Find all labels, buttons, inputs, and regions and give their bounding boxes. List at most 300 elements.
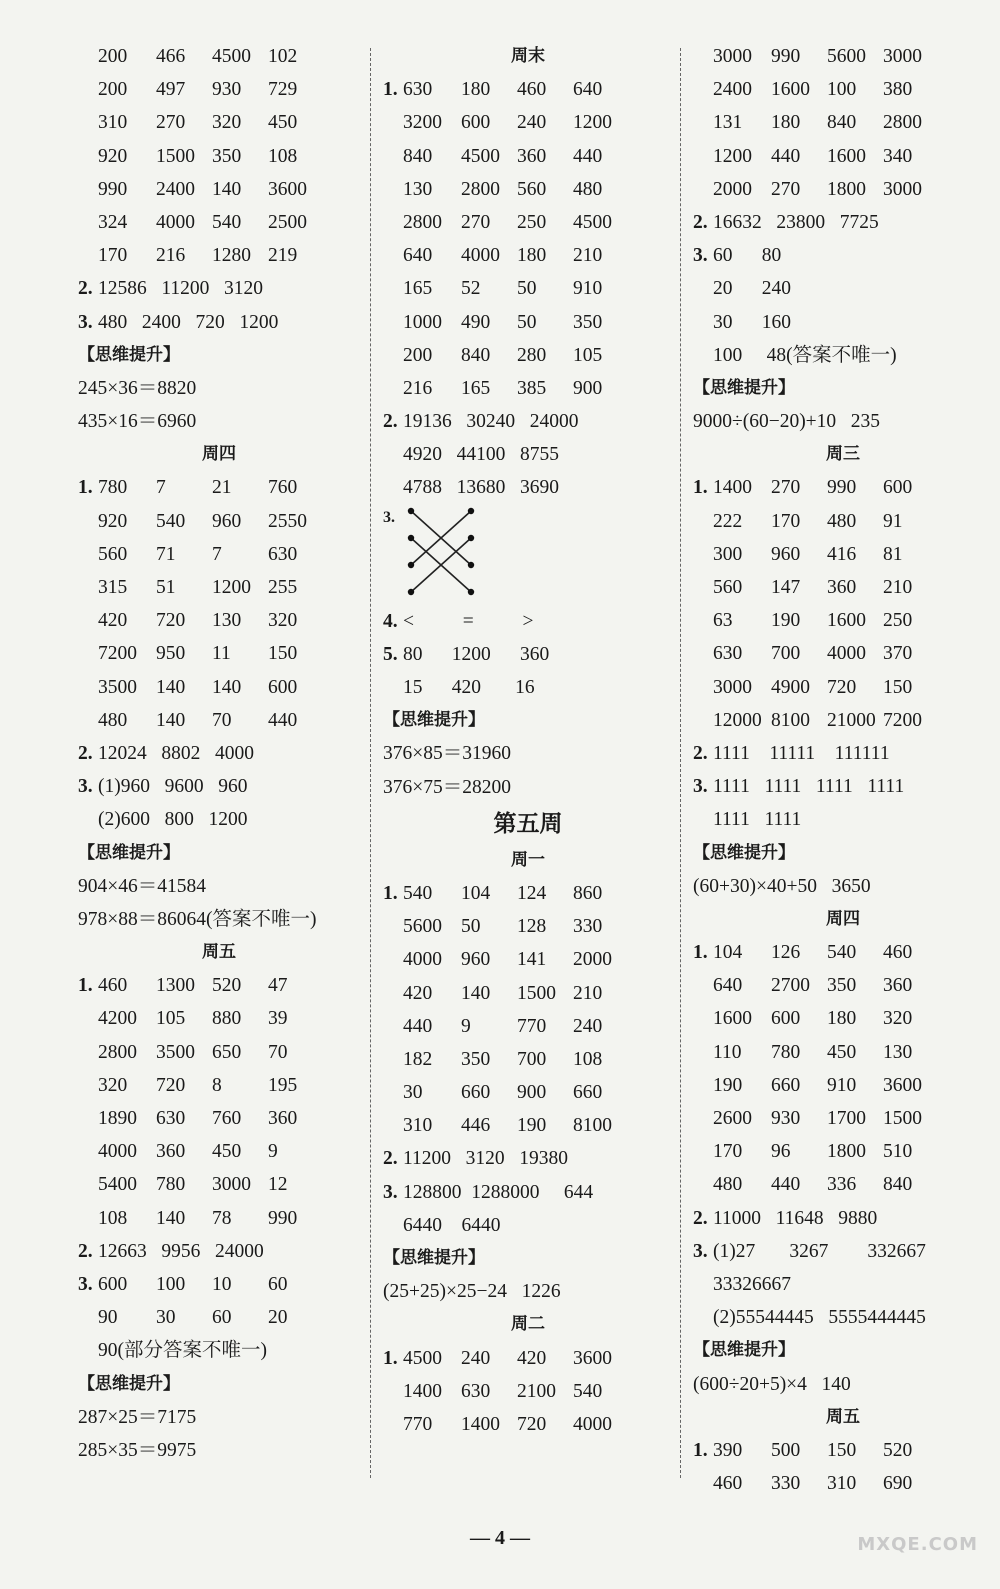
answer-cell: 150	[827, 1439, 857, 1461]
answer-cell: 330	[573, 916, 603, 938]
answer-line	[383, 605, 673, 638]
answer-cell: 480	[573, 178, 603, 200]
equation-text: 376×85＝31960	[383, 743, 511, 765]
answer-cell: 460	[98, 975, 128, 997]
answer-cell: 1800	[827, 178, 866, 200]
answer-cell: 920	[98, 510, 128, 532]
answer-cell: 780	[156, 1174, 186, 1196]
answer-row	[78, 73, 360, 106]
answer-cell: 350	[212, 145, 242, 167]
answer-row	[78, 1301, 360, 1334]
answer-line	[693, 737, 993, 770]
answer-row	[693, 571, 993, 604]
answer-cell: 900	[517, 1082, 547, 1104]
answer-cell: 360	[517, 145, 547, 167]
answer-cell: 81	[883, 543, 903, 565]
matching-lines-figure	[405, 505, 485, 601]
answer-cell: 21	[212, 477, 232, 499]
answer-row	[693, 106, 993, 139]
answer-row	[78, 1268, 360, 1301]
answer-cell: 270	[156, 112, 186, 134]
answer-row	[383, 1408, 673, 1441]
answer-text: 19136 30240 24000	[403, 411, 579, 433]
answer-cell: 140	[212, 178, 242, 200]
answer-row	[383, 977, 673, 1010]
answer-cell: 1800	[827, 1141, 866, 1163]
answer-row	[693, 73, 993, 106]
answer-cell: 2800	[98, 1041, 137, 1063]
question-number: 3.	[78, 776, 93, 798]
answer-line	[78, 1235, 360, 1268]
answer-cell: 12	[268, 1174, 288, 1196]
question-number: 1.	[78, 975, 93, 997]
equation-line	[383, 737, 673, 770]
answer-cell: 180	[771, 112, 801, 134]
answer-column-left	[78, 40, 360, 1467]
answer-row	[78, 538, 360, 571]
answer-row	[693, 1434, 993, 1467]
answer-line	[78, 272, 360, 305]
answer-line	[693, 272, 993, 305]
answer-row	[78, 571, 360, 604]
answer-cell: 131	[713, 112, 743, 134]
matching-dot	[468, 507, 474, 513]
answer-cell: 2800	[461, 178, 500, 200]
answer-row	[78, 969, 360, 1002]
answer-cell: 1200	[573, 112, 612, 134]
answer-cell: 210	[573, 982, 603, 1004]
answer-text: 33326667	[713, 1273, 791, 1295]
answer-cell: 497	[156, 79, 186, 101]
answer-cell: 30	[156, 1307, 176, 1329]
answer-row	[383, 73, 673, 106]
answer-cell: 460	[883, 942, 913, 964]
answer-cell: 250	[517, 211, 547, 233]
answer-row	[383, 239, 673, 272]
answer-row	[693, 538, 993, 571]
answer-row	[383, 1043, 673, 1076]
answer-cell: 990	[827, 477, 857, 499]
answer-cell: 10	[212, 1273, 232, 1295]
answer-cell: 7	[156, 477, 166, 499]
answer-cell: 700	[517, 1048, 547, 1070]
answer-cell: 8100	[573, 1115, 612, 1137]
day-heading: 周三	[826, 444, 860, 465]
answer-cell: 130	[403, 178, 433, 200]
answer-cell: 450	[212, 1141, 242, 1163]
matching-dot	[408, 588, 414, 594]
answer-row	[383, 877, 673, 910]
answer-cell: 165	[461, 377, 491, 399]
answer-cell: 200	[98, 46, 128, 67]
answer-cell: 3600	[883, 1074, 922, 1096]
answer-line	[383, 1176, 673, 1209]
answer-row	[693, 1168, 993, 1201]
answer-cell: 840	[403, 145, 433, 167]
week-title: 第五周	[493, 810, 563, 837]
answer-cell: 195	[268, 1074, 298, 1096]
answer-cell: 180	[517, 245, 547, 267]
equation-line	[78, 405, 360, 438]
answer-row	[383, 1375, 673, 1408]
answer-cell: 210	[883, 577, 913, 598]
answer-cell: 180	[461, 79, 491, 101]
answer-row	[693, 1069, 993, 1102]
answer-cell: 350	[461, 1048, 491, 1070]
answer-cell: 700	[771, 643, 801, 665]
answer-text: 15 420 16	[403, 677, 535, 698]
answer-text: 4788 13680 3690	[403, 477, 559, 499]
matching-dot	[408, 534, 414, 540]
equation-line	[78, 1434, 360, 1467]
answer-line	[383, 671, 673, 704]
answer-cell: 21000	[827, 709, 876, 731]
answer-cell: 4200	[98, 1008, 137, 1030]
answer-cell: 385	[517, 377, 547, 399]
answer-cell: 450	[268, 112, 298, 134]
answer-cell: 5600	[403, 916, 442, 938]
answer-cell: 3600	[268, 178, 307, 200]
question-number: 4.	[383, 610, 398, 632]
answer-text: (2)600 800 1200	[98, 809, 248, 831]
answer-cell: 100	[156, 1273, 186, 1295]
answer-cell: 600	[461, 112, 491, 134]
answer-cell: 78	[212, 1207, 232, 1229]
answer-cell: 2000	[713, 178, 752, 200]
answer-row	[78, 1036, 360, 1069]
answer-line	[78, 770, 360, 803]
answer-cell: 760	[268, 477, 298, 499]
answer-cell: 300	[713, 543, 743, 565]
answer-cell: 47	[268, 975, 288, 997]
answer-cell: 3500	[98, 676, 137, 698]
answer-cell: 640	[403, 245, 433, 267]
equation-text: 376×75＝28200	[383, 776, 511, 798]
answer-cell: 630	[403, 79, 433, 101]
answer-cell: 5400	[98, 1174, 137, 1196]
page-number: — 4 —	[470, 1527, 530, 1549]
thinking-boost-label: 【思维提升】	[693, 1340, 795, 1361]
answer-cell: 140	[156, 676, 186, 698]
equation-line	[78, 372, 360, 405]
answer-text: 12024 8802 4000	[98, 742, 254, 764]
answer-cell: 3000	[713, 676, 752, 698]
matching-diagram	[383, 505, 673, 605]
answer-cell: 510	[883, 1141, 913, 1163]
answer-cell: 3000	[212, 1174, 251, 1196]
answer-cell: 480	[98, 709, 128, 731]
thinking-boost-label: 【思维提升】	[693, 842, 795, 863]
question-number: 2.	[78, 278, 93, 300]
question-number: 1.	[693, 477, 708, 499]
answer-row	[693, 1036, 993, 1069]
answer-cell: 3200	[403, 112, 442, 134]
answer-cell: 2000	[573, 949, 612, 971]
answer-cell: 190	[771, 610, 801, 632]
answer-cell: 216	[403, 377, 433, 399]
answer-row	[383, 372, 673, 405]
answer-cell: 320	[212, 112, 242, 134]
answer-cell: 4000	[156, 211, 195, 233]
answer-text: 4920 44100 8755	[403, 444, 559, 466]
answer-cell: 540	[156, 510, 186, 532]
answer-cell: 1500	[883, 1108, 922, 1129]
answer-cell: 90	[98, 1307, 118, 1329]
answer-cell: 600	[268, 676, 298, 698]
answer-text: 1111 1111 1111 1111	[713, 776, 905, 798]
answer-cell: 460	[517, 79, 547, 101]
answer-cell: 52	[461, 278, 481, 300]
answer-cell: 1500	[517, 982, 556, 1004]
answer-cell: 520	[883, 1439, 913, 1461]
answer-cell: 640	[573, 79, 603, 101]
answer-line	[693, 206, 993, 239]
equation-line	[78, 870, 360, 903]
equation-text: 978×88＝86064(答案不唯一)	[78, 908, 317, 930]
answer-text: 30 160	[713, 311, 791, 333]
question-number: 1.	[78, 477, 93, 499]
equation-text: (60+30)×40+50 3650	[693, 875, 871, 897]
answer-cell: 440	[403, 1015, 433, 1037]
answer-cell: 4500	[212, 46, 251, 67]
answer-cell: 990	[771, 46, 801, 67]
answer-row	[383, 140, 673, 173]
answer-cell: 4900	[771, 676, 810, 698]
answer-text: 12586 11200 3120	[98, 278, 264, 300]
answer-cell: 310	[827, 1473, 857, 1495]
question-number: 2.	[383, 1148, 398, 1170]
answer-cell: 900	[573, 377, 603, 399]
answer-row	[693, 1467, 993, 1500]
answer-cell: 280	[517, 344, 547, 366]
answer-cell: 39	[268, 1008, 288, 1030]
answer-cell: 240	[461, 1347, 491, 1369]
answer-cell: 729	[268, 79, 298, 101]
answer-text: 12663 9956 24000	[98, 1240, 264, 1262]
answer-column-right	[693, 40, 993, 1500]
answer-cell: 320	[98, 1074, 128, 1096]
answer-row	[383, 339, 673, 372]
answer-text: 100 48(答案不唯一)	[713, 344, 897, 366]
question-number: 2.	[78, 1240, 93, 1262]
answer-text: (2)55544445 5555444445	[713, 1307, 926, 1329]
answer-cell: 910	[573, 278, 603, 300]
answer-text: 1111 11111 111111	[713, 742, 890, 764]
thinking-boost-label: 【思维提升】	[383, 710, 485, 731]
answer-row	[78, 106, 360, 139]
answer-cell: 960	[771, 543, 801, 565]
answer-cell: 1500	[156, 145, 195, 167]
answer-cell: 150	[268, 643, 298, 665]
answer-cell: 840	[461, 344, 491, 366]
answer-line	[693, 1202, 993, 1235]
day-heading: 周五	[826, 1406, 860, 1427]
answer-text: (1)960 9600 960	[98, 776, 248, 798]
answer-row	[693, 1135, 993, 1168]
answer-cell: 500	[771, 1439, 801, 1461]
answer-cell: 840	[883, 1174, 913, 1196]
thinking-boost-label: 【思维提升】	[693, 377, 795, 398]
answer-cell: 108	[268, 145, 298, 167]
answer-text: 11000 11648 9880	[713, 1207, 878, 1229]
answer-cell: 990	[268, 1207, 298, 1229]
answer-row	[78, 239, 360, 272]
answer-row	[693, 671, 993, 704]
answer-cell: 51	[156, 577, 176, 598]
answer-cell: 11	[212, 643, 231, 665]
answer-text: 80 1200 360	[403, 643, 550, 665]
answer-cell: 170	[98, 245, 128, 267]
answer-row	[383, 206, 673, 239]
answer-cell: 4500	[403, 1347, 442, 1369]
answer-cell: 460	[713, 1473, 743, 1495]
answer-text: 480 2400 720 1200	[98, 311, 279, 333]
answer-cell: 660	[771, 1074, 801, 1096]
question-number: 1.	[693, 1439, 708, 1461]
answer-cell: 440	[771, 1174, 801, 1196]
answer-cell: 210	[573, 245, 603, 267]
answer-row	[383, 306, 673, 339]
answer-text: 6440 6440	[403, 1214, 501, 1236]
matching-dot	[468, 561, 474, 567]
answer-cell: 216	[156, 245, 186, 267]
answer-cell: 3600	[573, 1347, 612, 1369]
answer-cell: 255	[268, 577, 298, 598]
answer-cell: 270	[461, 211, 491, 233]
answer-cell: 70	[268, 1041, 288, 1063]
answer-cell: 540	[827, 942, 857, 964]
answer-cell: 105	[573, 344, 603, 366]
question-number: 1.	[383, 1347, 398, 1369]
answer-line	[383, 1142, 673, 1175]
question-number: 2.	[383, 411, 398, 433]
answer-cell: 370	[883, 643, 913, 665]
question-number: 5.	[383, 643, 398, 665]
answer-line	[383, 638, 673, 671]
answer-line	[78, 306, 360, 339]
answer-cell: 140	[156, 709, 186, 731]
answer-row	[78, 671, 360, 704]
answer-cell: 760	[212, 1108, 242, 1129]
matching-dot	[468, 534, 474, 540]
answer-row	[693, 969, 993, 1002]
answer-row	[78, 1102, 360, 1135]
answer-cell: 102	[268, 46, 298, 67]
answer-cell: 315	[98, 577, 128, 598]
question-number: 3.	[693, 776, 708, 798]
answer-row	[383, 173, 673, 206]
answer-row	[78, 173, 360, 206]
answer-cell: 130	[212, 610, 242, 632]
answer-cell: 690	[883, 1473, 913, 1495]
answer-cell: 130	[883, 1041, 913, 1063]
answer-cell: 222	[713, 510, 743, 532]
answer-row	[78, 1069, 360, 1102]
answer-cell: 630	[713, 643, 743, 665]
thinking-boost-label: 【思维提升】	[78, 842, 180, 863]
day-heading: 周五	[202, 942, 236, 963]
answer-cell: 440	[268, 709, 298, 731]
answer-cell: 660	[573, 1082, 603, 1104]
column-divider-right	[680, 48, 681, 1478]
answer-cell: 1890	[98, 1108, 137, 1129]
answer-cell: 770	[403, 1413, 433, 1435]
answer-cell: 446	[461, 1115, 491, 1137]
answer-cell: 150	[883, 676, 913, 698]
answer-cell: 520	[212, 975, 242, 997]
question-number: 3.	[78, 311, 93, 333]
answer-cell: 147	[771, 577, 801, 598]
answer-cell: 650	[212, 1041, 242, 1063]
answer-row	[383, 910, 673, 943]
answer-cell: 1400	[713, 477, 752, 499]
answer-cell: 70	[212, 709, 232, 731]
answer-line	[693, 1235, 993, 1268]
equation-line	[383, 1275, 673, 1308]
answer-cell: 190	[713, 1074, 743, 1096]
answer-cell: 12000	[713, 709, 762, 731]
question-number: 2.	[78, 742, 93, 764]
answer-row	[693, 704, 993, 737]
answer-row	[78, 1202, 360, 1235]
answer-cell: 270	[771, 178, 801, 200]
answer-row	[383, 272, 673, 305]
answer-cell: 720	[156, 1074, 186, 1096]
answer-cell: 140	[461, 982, 491, 1004]
answer-cell: 141	[517, 949, 547, 971]
answer-cell: 4000	[98, 1141, 137, 1163]
answer-cell: 420	[517, 1347, 547, 1369]
answer-line	[693, 339, 993, 372]
equation-text: 435×16＝6960	[78, 411, 197, 433]
answer-cell: 600	[771, 1008, 801, 1030]
answer-cell: 490	[461, 311, 491, 333]
answer-row	[693, 173, 993, 206]
answer-row	[383, 1342, 673, 1375]
answer-cell: 930	[212, 79, 242, 101]
answer-line	[383, 471, 673, 504]
equation-text: 904×46＝41584	[78, 875, 206, 897]
answer-cell: 104	[713, 942, 743, 964]
answer-line	[693, 1301, 993, 1334]
answer-cell: 1000	[403, 311, 442, 333]
answer-cell: 3500	[156, 1041, 195, 1063]
answer-text: (1)27 3267 332667	[713, 1240, 926, 1262]
answer-cell: 340	[883, 145, 913, 167]
question-number: 1.	[693, 942, 708, 964]
answer-line	[78, 803, 360, 836]
answer-row	[78, 1002, 360, 1035]
answer-cell: 124	[517, 882, 547, 904]
answer-cell: 4000	[403, 949, 442, 971]
answer-line	[693, 770, 993, 803]
answer-cell: 910	[827, 1074, 857, 1096]
answer-row	[78, 206, 360, 239]
answer-cell: 240	[573, 1015, 603, 1037]
answer-cell: 126	[771, 942, 801, 964]
equation-text: 285×35＝9975	[78, 1439, 197, 1461]
answer-cell: 1200	[713, 145, 752, 167]
answer-cell: 110	[713, 1041, 742, 1063]
answer-cell: 128	[517, 916, 547, 938]
answer-text: 1111 1111	[713, 809, 802, 831]
answer-text: 16632 23800 7725	[713, 211, 879, 233]
answer-cell: 310	[98, 112, 128, 134]
answer-cell: 950	[156, 643, 186, 665]
answer-cell: 100	[827, 79, 857, 101]
thinking-boost-label: 【思维提升】	[383, 1248, 485, 1268]
equation-line	[693, 1368, 993, 1401]
